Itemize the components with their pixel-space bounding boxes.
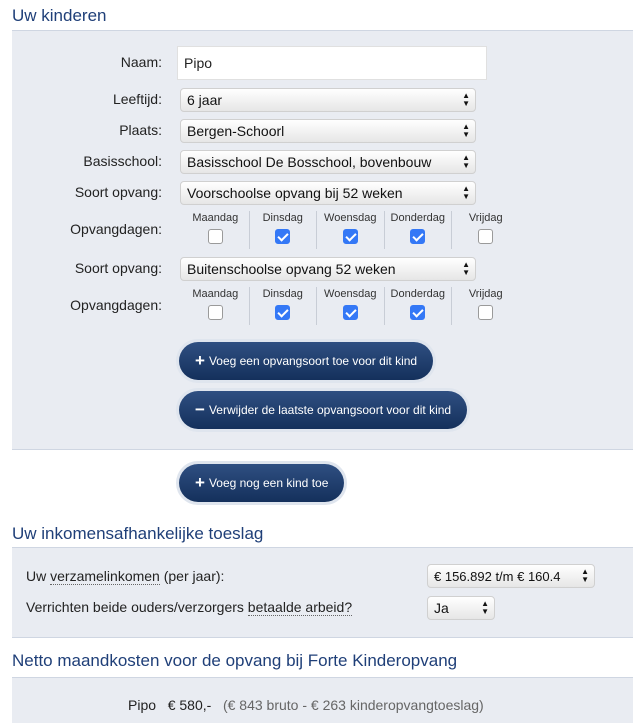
age-select-value: 6 jaar xyxy=(187,92,223,108)
day-checkbox[interactable] xyxy=(410,305,425,320)
care-type-label: Soort opvang: xyxy=(74,260,162,276)
school-select[interactable] xyxy=(180,150,476,174)
select-arrows-icon: ▲ ▼ xyxy=(462,260,470,277)
select-arrows-icon: ▲ ▼ xyxy=(462,122,470,139)
day-label: Donderdag xyxy=(390,212,445,224)
cost-row xyxy=(128,697,484,713)
day-thursday xyxy=(385,287,453,325)
select-arrows-icon: ▲ ▼ xyxy=(481,599,489,616)
income-select-value: € 156.892 t/m € 160.4 xyxy=(434,568,561,584)
name-label: Naam: xyxy=(120,54,162,70)
day-label: Dinsdag xyxy=(262,212,303,224)
day-checkbox[interactable] xyxy=(275,229,290,244)
add-child-button[interactable] xyxy=(179,464,344,502)
care-type-select-value: Buitenschoolse opvang 52 weken xyxy=(187,261,396,277)
day-label: Maandag xyxy=(192,212,239,224)
day-wednesday xyxy=(317,287,385,325)
care-type-select-value: Voorschoolse opvang bij 52 weken xyxy=(187,185,403,201)
day-label: Donderdag xyxy=(390,288,445,300)
select-arrows-icon: ▲ ▼ xyxy=(462,153,470,170)
work-select[interactable] xyxy=(427,596,495,620)
place-select[interactable] xyxy=(180,119,476,143)
care-days-group xyxy=(182,287,520,325)
name-input[interactable]: Pipo xyxy=(177,46,487,80)
cost-panel xyxy=(12,677,633,723)
day-wednesday xyxy=(317,211,385,249)
care-type-label: Soort opvang: xyxy=(74,184,162,200)
day-checkbox[interactable] xyxy=(343,229,358,244)
day-checkbox[interactable] xyxy=(478,305,493,320)
minus-icon: − xyxy=(195,400,205,419)
day-label: Woensdag xyxy=(324,288,377,300)
day-label: Maandag xyxy=(192,288,239,300)
cost-child-name: Pipo xyxy=(128,697,157,713)
select-arrows-icon: ▲ ▼ xyxy=(462,184,470,201)
select-arrows-icon: ▲ ▼ xyxy=(581,567,589,584)
age-label: Leeftijd: xyxy=(112,91,162,107)
income-panel xyxy=(12,547,633,638)
work-select-value: Ja xyxy=(434,600,449,616)
work-term-link[interactable]: betaalde arbeid? xyxy=(247,599,353,615)
day-label: Vrijdag xyxy=(468,212,503,224)
day-checkbox[interactable] xyxy=(343,305,358,320)
income-label-prefix: Uw xyxy=(26,568,47,584)
add-care-type-button[interactable] xyxy=(179,342,433,380)
day-checkbox[interactable] xyxy=(478,229,493,244)
children-panel xyxy=(12,30,633,450)
day-checkbox[interactable] xyxy=(208,229,223,244)
care-type-select[interactable] xyxy=(180,181,476,205)
care-type-select[interactable] xyxy=(180,257,476,281)
place-select-value: Bergen-Schoorl xyxy=(187,123,285,139)
income-label-suffix: (per jaar): xyxy=(163,568,225,584)
day-checkbox[interactable] xyxy=(208,305,223,320)
day-friday xyxy=(452,211,520,249)
school-select-value: Basisschool De Bosschool, bovenbouw xyxy=(187,154,432,170)
income-label xyxy=(26,568,224,584)
income-select[interactable] xyxy=(427,564,595,588)
add-care-type-label: Voeg een opvangsoort toe voor dit kind xyxy=(208,354,418,368)
plus-icon: + xyxy=(195,473,205,492)
place-label: Plaats: xyxy=(119,122,162,138)
school-label: Basisschool: xyxy=(83,153,162,169)
care-days-label: Opvangdagen: xyxy=(70,297,162,313)
day-checkbox[interactable] xyxy=(275,305,290,320)
remove-care-type-label: Verwijder de laatste opvangsoort voor dit kind xyxy=(208,403,452,417)
select-arrows-icon: ▲ ▼ xyxy=(462,91,470,108)
day-label: Vrijdag xyxy=(468,288,503,300)
income-term-link[interactable]: verzamelinkomen xyxy=(50,568,160,584)
remove-care-type-button[interactable] xyxy=(179,391,467,429)
work-label-prefix: Verrichten beide ouders/verzorgers xyxy=(26,599,244,615)
day-checkbox[interactable] xyxy=(410,229,425,244)
children-section-title: Uw kinderen xyxy=(12,6,107,25)
day-thursday xyxy=(385,211,453,249)
work-label xyxy=(26,599,352,615)
day-monday xyxy=(182,211,250,249)
day-label: Woensdag xyxy=(324,212,377,224)
age-select[interactable] xyxy=(180,88,476,112)
net-cost-value: € 580,- xyxy=(167,697,212,713)
care-days-group xyxy=(182,211,520,249)
cost-section-title: Netto maandkosten voor de opvang bij Forte Kinderopvang xyxy=(12,651,458,670)
day-monday xyxy=(182,287,250,325)
income-section-title: Uw inkomensafhankelijke toeslag xyxy=(12,524,264,543)
add-child-label: Voeg nog een kind toe xyxy=(208,476,329,490)
care-days-label: Opvangdagen: xyxy=(70,221,162,237)
day-tuesday xyxy=(250,287,318,325)
day-friday xyxy=(452,287,520,325)
day-tuesday xyxy=(250,211,318,249)
cost-breakdown: (€ 843 bruto - € 263 kinderopvangtoeslag) xyxy=(222,697,484,713)
day-label: Dinsdag xyxy=(262,288,303,300)
plus-icon: + xyxy=(195,351,205,370)
